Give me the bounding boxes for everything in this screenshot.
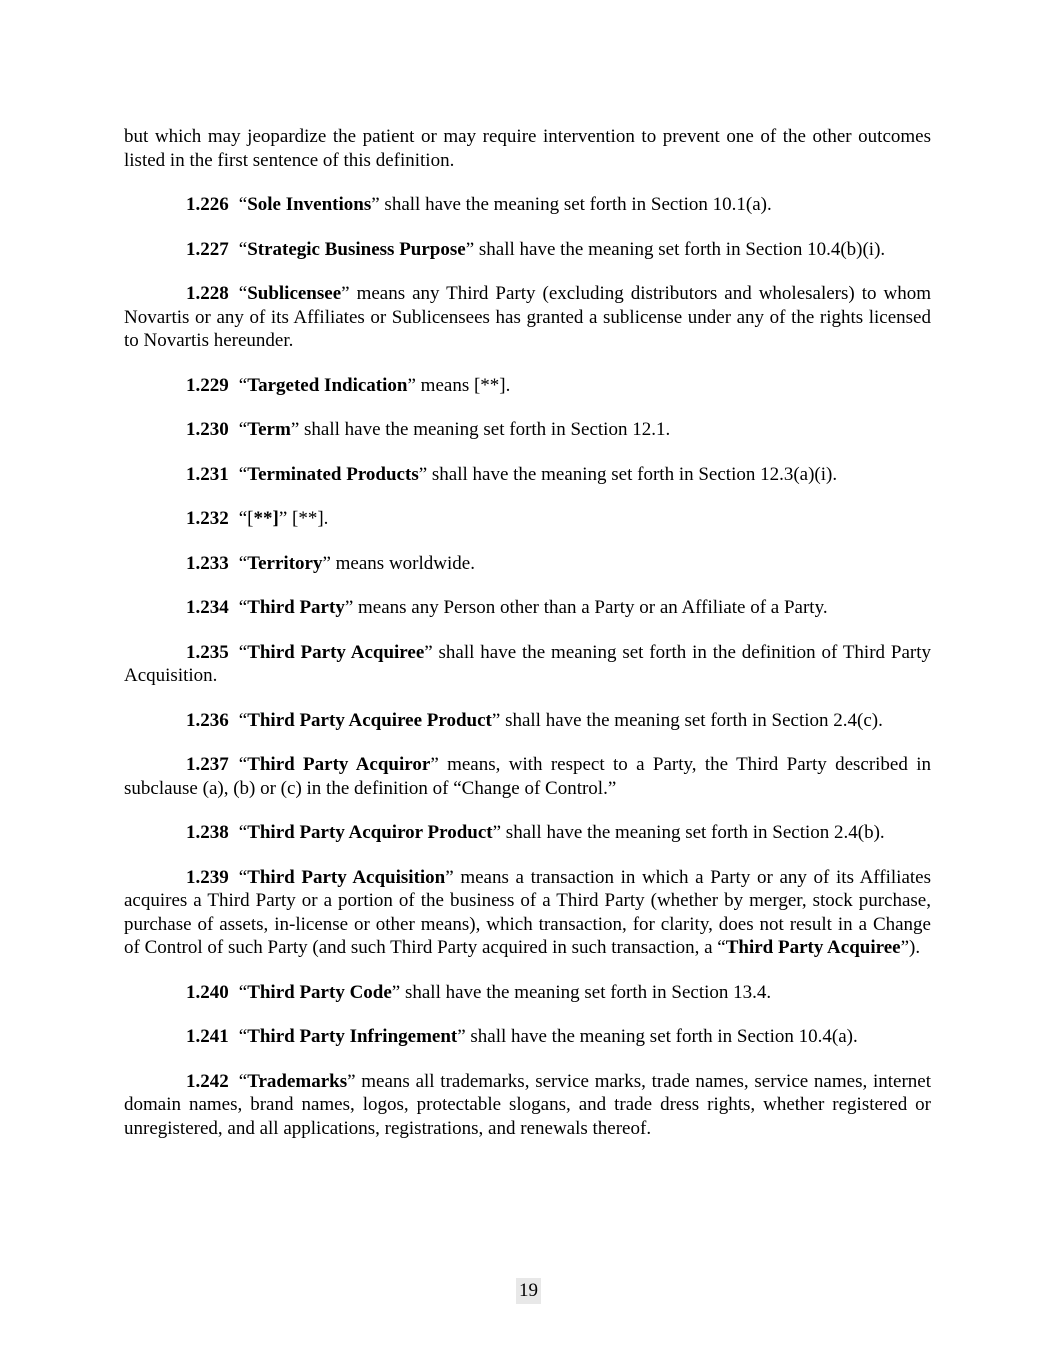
definition-number: 1.229 xyxy=(186,374,229,396)
definition-text: “ xyxy=(238,1070,248,1092)
definition-text: “ xyxy=(238,194,248,215)
defined-term: Trademarks xyxy=(247,1070,348,1092)
definition-text: “ xyxy=(238,463,248,485)
definition-text: “ xyxy=(238,374,248,396)
definition-number: 1.235 xyxy=(186,641,229,663)
definition-text: ” shall have the meaning set forth in Section 2.4(b). xyxy=(492,822,885,843)
defined-term: Term xyxy=(247,419,291,440)
defined-term: Third Party Code xyxy=(247,981,392,1003)
definition-text: “ xyxy=(238,1026,248,1047)
definition-1-233 xyxy=(124,552,931,576)
definition-number: 1.238 xyxy=(186,822,229,843)
definition-text: “ xyxy=(238,552,248,574)
defined-term: Third Party Acquiree Product xyxy=(247,709,492,731)
definition-text: ” [**]. xyxy=(278,508,329,529)
definition-text: ” shall have the meaning set forth in the definition of Third Party Acquisition. xyxy=(124,641,931,686)
definition-text: ” shall have the meaning set forth in Section 10.1(a). xyxy=(371,194,772,215)
document-body xyxy=(124,125,931,1161)
definition-text: ” means all trademarks, service marks, trade names, service names, internet domain names, brand names, logos, protectable slogans, and trade dress rights, whether registered or unregistered, and all applications, registrations, and renewals thereof. xyxy=(124,1070,931,1139)
definition-text: “ xyxy=(238,981,248,1003)
definition-1-229 xyxy=(124,374,931,398)
definition-1-242 xyxy=(124,1070,931,1141)
defined-term: Third Party Acquiree xyxy=(247,641,425,663)
defined-term: Sole Inventions xyxy=(247,194,372,215)
definition-text: “ xyxy=(238,822,248,843)
defined-term: Terminated Products xyxy=(247,463,419,485)
defined-term: Sublicensee xyxy=(247,283,342,304)
definition-text: ” means worldwide. xyxy=(322,552,475,574)
defined-term: Territory xyxy=(247,552,323,574)
definition-text: ”). xyxy=(900,937,921,958)
definition-number: 1.240 xyxy=(186,981,229,1003)
definition-number: 1.242 xyxy=(186,1070,229,1092)
definition-text: “ xyxy=(238,709,248,731)
definition-text: “ xyxy=(238,419,248,440)
definition-number: 1.226 xyxy=(186,194,229,215)
defined-term: Third Party xyxy=(247,597,345,618)
defined-term: **] xyxy=(253,508,279,529)
definition-1-228 xyxy=(124,282,931,353)
definition-1-241 xyxy=(124,1025,931,1049)
definition-text: “ xyxy=(238,597,248,618)
page-number: 19 xyxy=(516,1278,541,1304)
definition-text: ” shall have the meaning set forth in Section 12.1. xyxy=(290,419,671,440)
definition-text: ” means a transaction in which a Party or any of its Affiliates acquires a Third Party or a portion of the business of a Third Party (whether by merger, stock purchase, purchase of assets, in-license or other means), which transaction, for clarity, does not result in a Change of Control of such Party (and such Third Party acquired in such transaction, a “ xyxy=(124,866,931,958)
definition-number: 1.239 xyxy=(186,866,229,888)
definition-1-237 xyxy=(124,753,931,800)
definition-text: ” means any Third Party (excluding distributors and wholesalers) to whom Novartis or any of its Affiliates or Sublicensees has granted a sublicense under any of the rights licensed to Novartis hereunder. xyxy=(124,283,931,351)
definition-1-236 xyxy=(124,709,931,733)
definition-text: ” shall have the meaning set forth in Section 12.3(a)(i). xyxy=(418,463,838,485)
definition-number: 1.234 xyxy=(186,597,229,618)
defined-term: Third Party Infringement xyxy=(247,1026,458,1047)
definition-text: ” shall have the meaning set forth in Section 2.4(c). xyxy=(491,709,883,731)
definition-1-230 xyxy=(124,418,931,442)
defined-term: Strategic Business Purpose xyxy=(247,238,466,260)
definition-number: 1.227 xyxy=(186,238,229,260)
definition-text: “ xyxy=(238,754,248,775)
defined-term: Third Party Acquiror xyxy=(247,754,431,775)
definition-text: ” shall have the meaning set forth in Section 10.4(a). xyxy=(457,1026,858,1047)
definition-text: ” means any Person other than a Party or an Affiliate of a Party. xyxy=(344,597,828,618)
definition-text: “ xyxy=(238,283,248,304)
definition-text: “ xyxy=(238,641,248,663)
definition-text: “[ xyxy=(238,508,254,529)
definition-number: 1.232 xyxy=(186,508,229,529)
continued-paragraph: but which may jeopardize the patient or may require intervention to prevent one of the other outcomes listed in the first sentence of this definition. xyxy=(124,126,931,171)
definition-1-238 xyxy=(124,821,931,845)
defined-term: Third Party Acquisition xyxy=(247,866,446,888)
definition-number: 1.237 xyxy=(186,754,229,775)
definition-text: ” means [**]. xyxy=(407,374,511,396)
definition-text: ” shall have the meaning set forth in Section 10.4(b)(i). xyxy=(465,238,886,260)
definition-1-232 xyxy=(124,507,931,531)
definition-1-226 xyxy=(124,193,931,217)
definition-1-231 xyxy=(124,463,931,487)
definitions-list xyxy=(124,193,931,1140)
definition-number: 1.241 xyxy=(186,1026,229,1047)
definition-number: 1.233 xyxy=(186,552,229,574)
definition-1-235 xyxy=(124,641,931,688)
definition-number: 1.230 xyxy=(186,419,229,440)
definition-text: “ xyxy=(238,238,248,260)
defined-term: Targeted Indication xyxy=(247,374,408,396)
definition-text: “ xyxy=(238,866,248,888)
defined-term: Third Party Acquiror Product xyxy=(247,822,493,843)
definition-1-227 xyxy=(124,238,931,262)
definition-number: 1.236 xyxy=(186,709,229,731)
defined-term: Third Party Acquiree xyxy=(725,937,901,958)
definition-text: ” means, with respect to a Party, the Third Party described in subclause (a), (b) or (c) in the definition of “Change of Control.” xyxy=(124,754,931,799)
definition-1-234 xyxy=(124,596,931,620)
definition-number: 1.231 xyxy=(186,463,229,485)
definition-1-240 xyxy=(124,981,931,1005)
definition-text: ” shall have the meaning set forth in Section 13.4. xyxy=(391,981,772,1003)
definition-1-239 xyxy=(124,866,931,960)
definition-number: 1.228 xyxy=(186,283,229,304)
